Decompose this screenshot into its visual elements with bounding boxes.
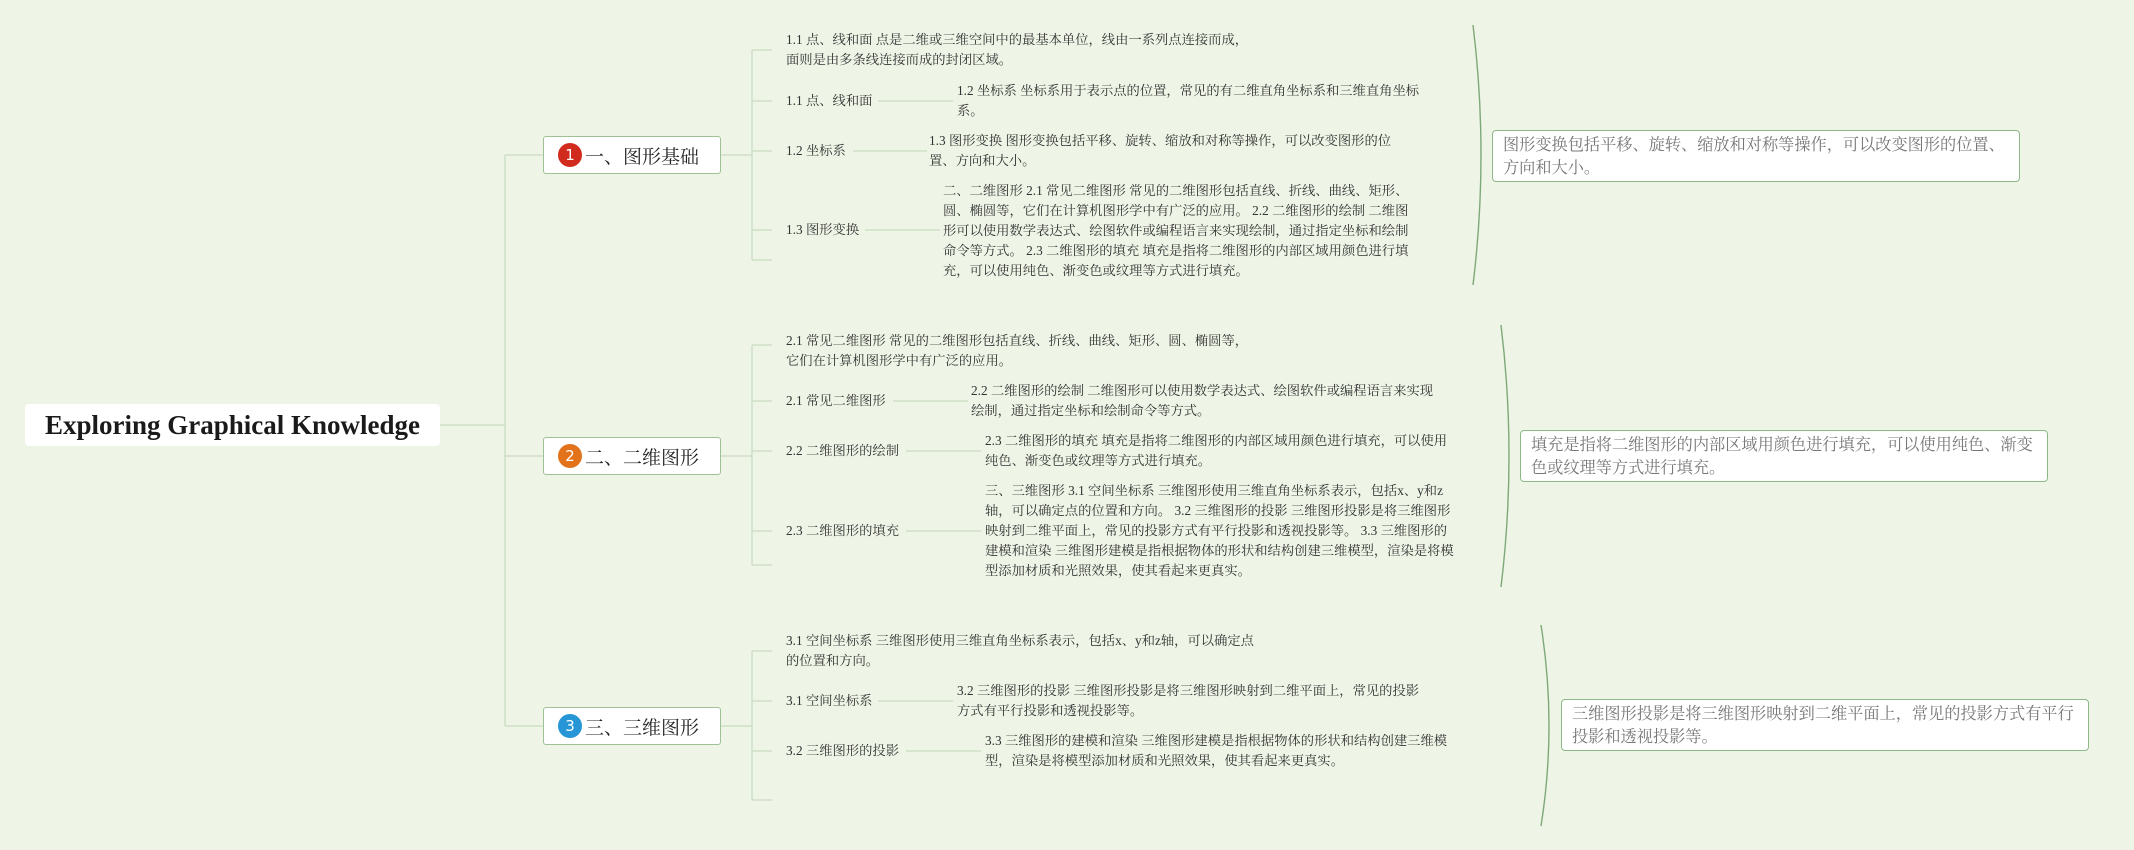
detail-topic[interactable]: 二、二维图形 2.1 常见二维图形 常见的二维图形包括直线、折线、曲线、矩形、 圆、椭圆等，它们在计算机图形学中有广泛的应用。 2.2 二维图形的绘制 二维图 形可以使用数学表达式、绘图软件或编程语言来实现绘制，通过指定坐标和绘制 命令等方式。 2.3 二维图形的填充 填充是指将二维图形的内部区域用颜色进行填 充，可以使用纯色、渐变色或纹理等方式进行填充。 [943,183,1409,278]
detail-topic[interactable]: 1.2 坐标系 坐标系用于表示点的位置，常见的有二维直角坐标系和三维直角坐标 系。 [957,83,1420,118]
main-topic-basics[interactable] [543,136,721,174]
detail-topic[interactable]: 2.2 二维图形的绘制 二维图形可以使用数学表达式、绘图软件或编程语言来实现 绘制，通过指定坐标和绘制命令等方式。 [971,383,1434,418]
detail-topic[interactable]: 3.3 三维图形的建模和渲染 三维图形建模是指根据物体的形状和结构创建三维模 型，渲染是将模型添加材质和光照效果，使其看起来更真实。 [985,733,1448,768]
badge-1: 1 [558,143,582,167]
leaf-topic[interactable]: 3.1 空间坐标系 [786,693,873,708]
leaf-topic[interactable]: 1.1 点、线和面 [786,93,873,108]
leaf-topic[interactable]: 1.1 点、线和面 点是二维或三维空间中的最基本单位，线由一系列点连接而成， 面则是由多条线连接而成的封闭区域。 [786,32,1249,67]
summary-box[interactable]: 三维图形投影是将三维图形映射到二维平面上，常见的投影方式有平行 投影和透视投影等。 [1561,699,2089,751]
main-topic-3d[interactable] [543,707,721,745]
badge-2: 2 [558,444,582,468]
leaf-topic[interactable]: 3.2 三维图形的投影 [786,743,900,758]
detail-topic[interactable]: 2.3 二维图形的填充 填充是指将二维图形的内部区域用颜色进行填充，可以使用 纯色、渐变色或纹理等方式进行填充。 [985,433,1448,468]
leaf-topic[interactable]: 2.2 二维图形的绘制 [786,443,900,458]
badge-3: 3 [558,714,582,738]
detail-topic[interactable]: 3.2 三维图形的投影 三维图形投影是将三维图形映射到二维平面上，常见的投影 方式有平行投影和透视投影等。 [957,683,1420,718]
main-topic-label: 三、三维图形 [585,716,700,739]
leaf-topic[interactable]: 3.1 空间坐标系 三维图形使用三维直角坐标系表示，包括x、y和z轴，可以确定点 的位置和方向。 [786,633,1254,668]
leaf-topic[interactable]: 1.3 图形变换 [786,222,860,237]
summary-box[interactable]: 填充是指将二维图形的内部区域用颜色进行填充，可以使用纯色、渐变 色或纹理等方式进行填充。 [1520,430,2048,482]
main-topic-label: 一、图形基础 [585,145,700,168]
summary-box[interactable]: 图形变换包括平移、旋转、缩放和对称等操作，可以改变图形的位置、 方向和大小。 [1492,130,2020,182]
detail-topic[interactable]: 三、三维图形 3.1 空间坐标系 三维图形使用三维直角坐标系表示，包括x、y和z 轴，可以确定点的位置和方向。 3.2 三维图形的投影 三维图形投影是将三维图形 映射到二维平面上，常见的投影方式有平行投影和透视投影等。 3.3 三维图形的 建模和渲染 三维图形建模是指根据物体的形状和结构创建三维模型，渲染是将模 型添加材质和光照效果，使其看起来更真实。 [985,483,1454,578]
main-topic-2d[interactable] [543,437,721,475]
leaf-topic[interactable]: 1.2 坐标系 [786,143,846,158]
root-topic[interactable]: Exploring Graphical Knowledge [25,404,440,446]
main-topic-label: 二、二维图形 [585,446,700,469]
detail-topic[interactable]: 1.3 图形变换 图形变换包括平移、旋转、缩放和对称等操作，可以改变图形的位 置、方向和大小。 [929,133,1392,168]
leaf-topic[interactable]: 2.1 常见二维图形 常见的二维图形包括直线、折线、曲线、矩形、圆、椭圆等， 它们在计算机图形学中有广泛的应用。 [786,333,1249,368]
leaf-topic[interactable]: 2.3 二维图形的填充 [786,523,900,538]
leaf-topic[interactable]: 2.1 常见二维图形 [786,393,886,408]
